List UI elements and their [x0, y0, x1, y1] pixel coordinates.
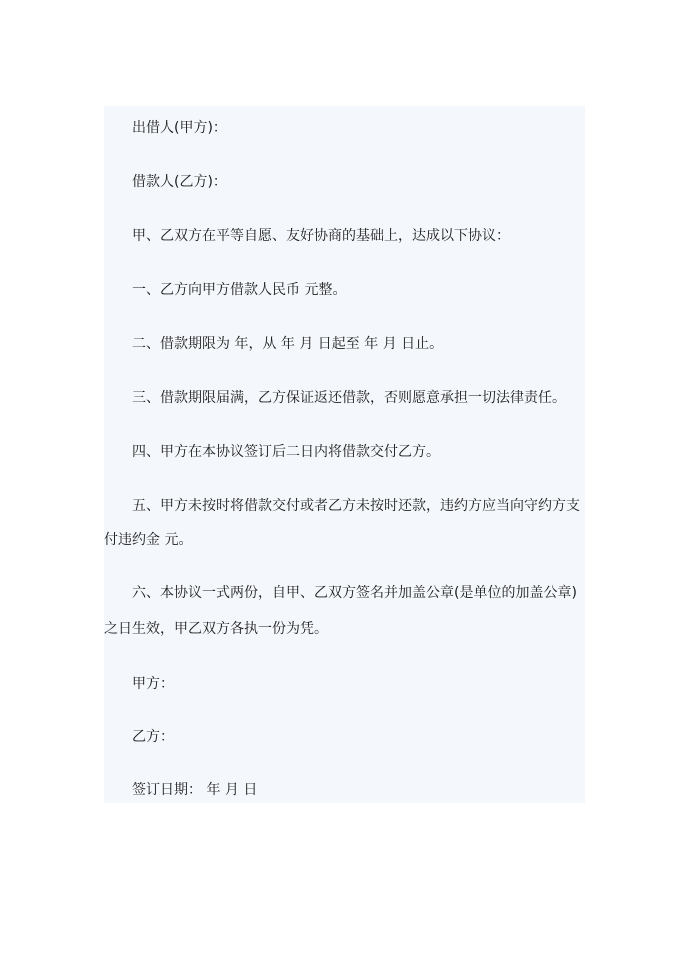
clause-5-line-2: 付违约金 元。	[104, 532, 193, 548]
clause-5-line-1: 五、甲方未按时将借款交付或者乙方未按时还款，违约方应当向守约方支	[132, 498, 580, 514]
clause-2: 二、借款期限为 年，从 年 月 日起至 年 月 日止。	[132, 336, 444, 352]
clause-1: 一、乙方向甲方借款人民币 元整。	[132, 282, 347, 298]
intro-paragraph: 甲、乙双方在平等自愿、友好协商的基础上，达成以下协议：	[132, 228, 510, 244]
signing-date: 签订日期： 年 月 日	[132, 782, 258, 798]
signature-party-a: 甲方：	[132, 676, 174, 692]
clause-3: 三、借款期限届满，乙方保证返还借款，否则愿意承担一切法律责任。	[132, 390, 566, 406]
borrower-line: 借款人(乙方)：	[132, 174, 227, 190]
clause-6-line-1: 六、本协议一式两份，自甲、乙双方签名并加盖公章(是单位的加盖公章)	[132, 585, 577, 601]
signature-party-b: 乙方：	[132, 729, 174, 745]
lender-line: 出借人(甲方)：	[132, 120, 227, 136]
clause-4: 四、甲方在本协议签订后二日内将借款交付乙方。	[132, 444, 440, 460]
clause-6-line-2: 之日生效，甲乙双方各执一份为凭。	[104, 621, 328, 637]
